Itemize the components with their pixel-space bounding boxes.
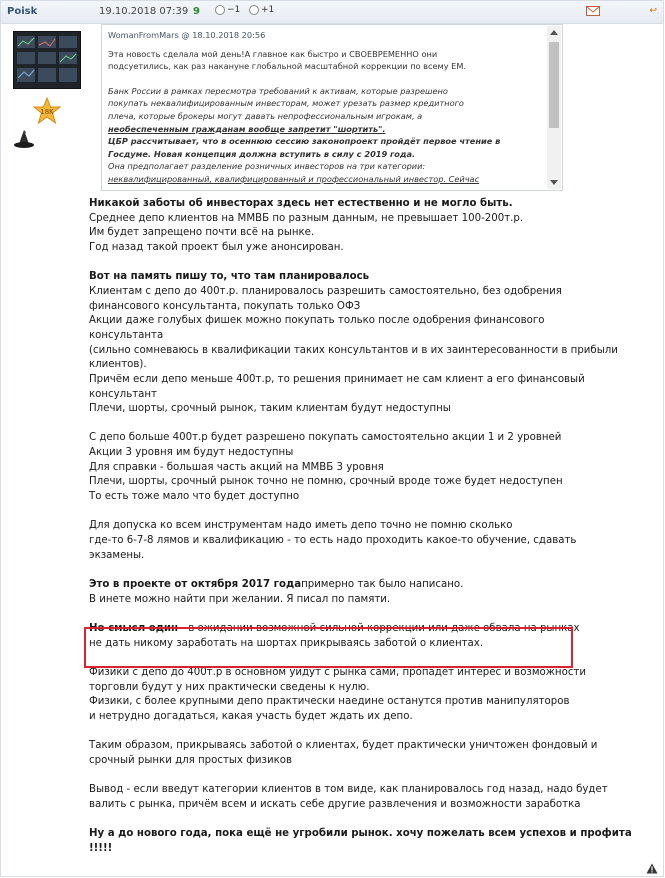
paragraph-gap [89,417,649,432]
body-line-text: Им будет запрещено почти всё на рынке. [89,227,315,239]
body-line [89,681,649,696]
body-line-text: Вывод - если введут категории клиентов в том виде, как планировалось год назад, надо будет [89,784,608,796]
paragraph-gap [89,256,649,271]
body-line [89,314,649,329]
post-body [89,197,649,856]
body-line-text: (сильно сомневаюсь в квалификации таких консультантов и в их заинтересованности в прибыли [89,344,618,356]
body-line [89,344,649,359]
body-line [89,534,649,549]
reply-arrow-icon[interactable]: ↩ [649,6,657,16]
wizard-hat-icon [13,129,35,151]
star-rating-icon [33,97,61,125]
quote-line: плеча, которые брокеры могут давать непрофессиональным игрокам, а [108,110,423,121]
body-line-text: валить с рынка, причём всем и искать себе другие развлечения и возможности заработка [89,798,581,810]
body-line-text: Плечи, шорты, срочный рынок, таким клиентам будут недоступны [89,403,451,415]
body-line [89,827,649,842]
body-line [89,461,649,476]
quote-lines [108,48,544,186]
body-line-text: клиентов). [89,359,147,371]
body-line-text: Среднее депо клиентов на ММВБ по разным данным, не превышает 100-200т.р. [89,212,524,224]
body-line [89,490,649,505]
quote-line: неквалифицированный, квалифицированный и профессиональный инвестор. Сейчас [108,173,480,184]
body-line [89,593,649,608]
body-line-text: Таким образом, прикрываясь заботой о клиентах, будет практически уничтожен фондовый и [89,740,598,752]
body-line-text: консультант [89,388,157,400]
quote-line: Она предполагает разделение розничных инвесторов на три категории: [108,161,426,172]
post-score: 9 [193,6,200,17]
body-line [89,842,649,857]
body-line-text: Физики с депо до 400т.р в основном уйдут с рынка сами, пропадёт интерес и возможности [89,666,586,678]
paragraph-gap [89,505,649,520]
paragraph-gap [89,725,649,740]
body-line [89,578,649,593]
body-line-text: Причём если депо меньше 400т.р, то решения принимает не сам клиент а его финансовый [89,373,585,385]
body-line [89,710,649,725]
quote-box[interactable] [101,24,563,191]
post-header [1,1,663,24]
email-icon[interactable] [586,6,600,16]
quote-author[interactable]: WomanFromMars @ 18.10.2018 20:56 [108,30,266,40]
paragraph-gap [89,563,649,578]
body-line-text: торговли будут у них практически сведены к нулю. [89,681,370,693]
body-line [89,285,649,300]
avatar[interactable] [13,31,81,89]
body-line-text: экзамены. [89,549,145,561]
body-line-text: Никакой заботы об инвесторах здесь нет естественно и не могло быть. [89,198,513,209]
body-line [89,388,649,403]
body-line-text: Клиентам с депо до 400т.р. планировалось разрешить самостоятельно, без одобрения [89,285,562,297]
vote-plus-label: +1 [261,5,275,15]
body-line [89,519,649,534]
quote-gap [108,73,544,85]
quote-line: Банк России в рамках пересмотра требований к активам, которые разрешено [108,85,448,96]
body-line-text: !!!!! [89,842,113,854]
body-line [89,446,649,461]
body-line [89,402,649,417]
body-line-text: где-то 6-7-8 лямов и квалификацию - то есть надо проходить какое-то обучение, сдавать [89,535,577,547]
highlight-box [84,627,573,668]
body-line [89,226,649,241]
body-line [89,549,649,564]
body-line-rest: - в ожидании возможной сильной коррекции или даже обвала на рынках [178,622,580,634]
body-line [89,475,649,490]
body-line [89,798,649,813]
rating-badge-text: 18K [40,108,54,116]
vote-plus[interactable] [249,5,274,15]
quote-line: необеспеченным гражданам вообще запретит "шортить". [108,123,386,134]
quote-content [108,29,544,188]
body-line-text: Акции даже голубых фишек можно покупать только после одобрения финансового [89,315,545,327]
body-line-text: Но смысл один [89,622,179,634]
body-line [89,783,649,798]
paragraph-gap [89,607,649,622]
vote-minus[interactable] [215,5,240,15]
body-line [89,300,649,315]
body-line-text: не дать никому заработать на шортах прикрываясь заботой о клиентах. [89,637,484,649]
body-line [89,373,649,388]
quote-line: Эта новость сделала мой день!А главное как быстро и СВОЕВРЕМЕННО они [108,48,438,59]
author-name[interactable]: Poisk [7,6,38,17]
body-line-text: Акции 3 уровня им будут недоступны [89,447,294,459]
quote-line: Госдуме. Новая концепция должна вступить в силу с 2019 года. [108,148,416,159]
body-line [89,241,649,256]
body-line [89,358,649,373]
paragraph-gap [89,768,649,783]
body-line-text: В инете можно найти при желании. Я писал по памяти. [89,593,391,605]
body-line-text: Ну а до нового года, пока ещё не угробили рынок. хочу пожелать всем успехов и профита [89,828,632,840]
warning-icon[interactable] [646,859,658,870]
body-line [89,197,649,212]
body-line-text: консультанта [89,329,164,341]
body-line-text: Год назад такой проект был уже анонсирован. [89,241,344,253]
quote-scrollbar[interactable] [547,26,561,189]
body-line-text: Для допуска ко всем инструментам надо иметь депо точно не помню сколько [89,520,513,532]
vote-minus-label: −1 [227,5,241,15]
paragraph-gap [89,812,649,827]
body-line [89,695,649,710]
quote-line: подсуетились, как раз накануне глобальной масштабной коррекции по всему ЕМ. [108,61,466,72]
body-line [89,270,649,285]
scroll-thumb[interactable] [549,42,559,128]
body-line [89,666,649,681]
body-line-text: срочный рынки для простых физиков [89,754,292,766]
body-line-text: Это в проекте от октября 2017 года [89,579,302,590]
body-line-text: финансового консультанта, покупать только ОФЗ [89,300,361,312]
body-line-text: и нетрудно догадаться, какая участь будет ждать их депо. [89,710,413,722]
post-date: 19.10.2018 07:39 [99,6,189,17]
body-line [89,754,649,769]
scroll-up-icon[interactable] [550,30,558,35]
vote-minus-radio[interactable] [215,5,225,15]
body-line [89,431,649,446]
body-line-text: С депо больше 400т.р будет разрешено покупать самостоятельно акции 1 и 2 уровней [89,432,562,444]
body-line-text: Вот на память пишу то, что там планировалось [89,271,370,283]
quote-line: ЦБР рассчитывает, что в осеннюю сессию законопроект пройдёт первое чтение в [108,136,501,147]
vote-plus-radio[interactable] [249,5,259,15]
body-line [89,329,649,344]
body-line-rest: примерно так было написано. [301,579,464,590]
body-line-text: Для справки - большая часть акций на ММВБ 3 уровня [89,461,384,473]
body-line-text: Физики, с более крупными депо практически наедине останутся против манипуляторов [89,696,570,708]
body-line [89,212,649,227]
body-line-text: То есть тоже мало что будет доступно [89,491,300,503]
quote-line: покупать неквалифицированным инвесторам, может урезать размер кредитного [108,98,464,109]
body-line-text: Плечи, шорты, срочный рынок точно не помню, срочный вроде тоже будет недоступен [89,476,563,488]
scroll-down-icon[interactable] [550,180,558,185]
body-line [89,739,649,754]
